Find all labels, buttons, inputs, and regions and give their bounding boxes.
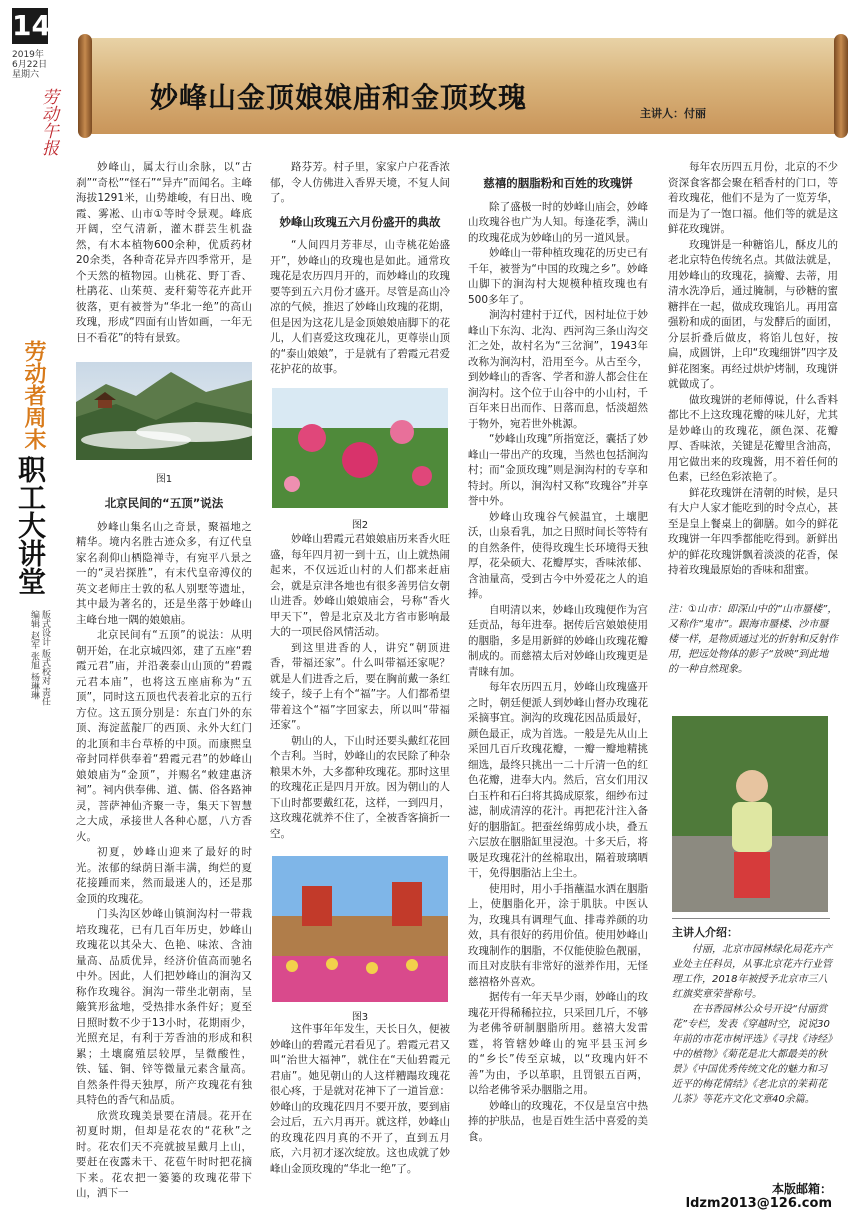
paragraph: 玫瑰饼是一种糖馅儿，酥皮儿的老北京特色传统名点。其做法就是，用妙峰山的玫瑰花，摘瓣、去蒂，用清水洗净后，通过腌制，与砂糖的蜜糖拌在一起，做成玫瑰馅儿。再用富强粉和成的面团，与发酵后的面团，分层折叠后做皮，将馅儿包好，按扁，成圆饼，上印“玫瑰细饼”四字及鲜花图案。再经过烘炉烤制，玫瑰饼就做成了。 bbox=[668, 238, 838, 390]
lecturer-intro bbox=[672, 942, 832, 1142]
mailbox-email[interactable]: ldzm2013@126.com bbox=[685, 1196, 832, 1211]
editor-role: 版式设计 bbox=[40, 610, 50, 646]
editor-role: 版式校对 bbox=[40, 648, 50, 685]
paragraph: 欣赏玫瑰美景要在清晨。花开在初夏时期，但却是花农的“花秋”之时。花农们天不亮就披星戴月上山，要赶在夜露未干、花苞午时时把花摘下来。花农把一篓篓的玫瑰花带下山，洒下一 bbox=[76, 1109, 252, 1199]
page-title: 妙峰山金顶娘娘庙和金顶玫瑰 bbox=[150, 81, 528, 114]
article-column-3 bbox=[468, 168, 648, 1216]
paragraph: 初夏，妙峰山迎来了最好的时光。浓郁的绿荫日渐丰满，绚烂的夏花接踵而来，然而最迷人的，还是那金顶的玫瑰花。 bbox=[76, 846, 252, 905]
paragraph: 门头沟区妙峰山镇涧沟村一带栽培玫瑰花，已有几百年历史，妙峰山玫瑰花以其朵大、色艳、味浓、含油量高、品质优异，经济价值高而驰名中外。因此，人们把妙峰山的涧沟又称作玫瑰谷。涧沟一带坐北朝南，呈簸箕形盆地，受热排水条件好；夏至日照时数不少于13小时，花期雨少，光照充足，有利于芳香油的形成和积累；土壤腐殖层较厚，呈微酸性，铁、锰、铜、锌等微量元素含量高。自然条件得天独厚，所产玫瑰花有独具特色的香气和品质。 bbox=[76, 908, 252, 1106]
paragraph: 妙峰山碧霞元君娘娘庙历来香火旺盛，每年四月初一到十五，山上就热闹起来，不仅远近山村的人们都来赶庙会，就是京津各地也有很多善男信女朝山进香。妙峰山娘娘庙会，号称“香火甲天下”，曾是北京及北方省市影响最大的一项民俗风情活动。 bbox=[270, 533, 450, 638]
figure-caption: 图3 bbox=[351, 1012, 369, 1023]
subheading: 北京民间的“五顶”说法 bbox=[104, 496, 224, 510]
mountain-landscape-image bbox=[76, 362, 252, 460]
paragraph: 自明清以来，妙峰山玫瑰便作为宫廷贡品，每年进奉。据传后宫娘娘使用的胭脂，多是用新鲜的妙峰山玫瑰花瓣制成的。而慈禧太后对妙峰山玫瑰更是青睐有加。 bbox=[468, 603, 648, 678]
paragraph: 每年农历四五月份，北京的不少资深食客都会聚在稻香村的门口，等着玫瑰花，他们不是为了一览芳华，而是为了一饱口福。他们等的就是这鲜花玫瑰饼。 bbox=[668, 161, 838, 235]
paragraph: 北京民间有“五顶”的说法：从明朝开始，在北京城四郊，建了五座“碧霞元君”庙，并沿袭泰山山顶的“碧霞元君本庙”，也将这五座庙称为“五顶”，同时这五顶也代表着北京的五行方位。这五顶分别是：东直门外的东顶、海淀蓝靛厂的西顶、永外大红门的北顶和丰台草桥的中顶。而康熙皇帝封同样供奉着“碧霞元君”的妙峰山娘娘庙为“金顶”，并赐名“敕建惠济祠”。祠内供奉佛、道、儒、俗各路神灵，菩萨神仙齐聚一寺，集天下智慧之大成，承接世人各种心愿，八方香火。 bbox=[76, 629, 252, 843]
page-number: 14 bbox=[12, 9, 51, 42]
editor-role: 责任编辑 bbox=[29, 610, 50, 706]
article-column-2-end bbox=[270, 1022, 450, 1216]
paragraph: 朝山的人，下山时还要头戴红花回个吉利。当时，妙峰山的农民除了种杂粮果木外，大多都种玫瑰花。那时这里的玫瑰花正是四月开放。因为朝山的人下山时都要戴红花，这样，一到四月，这玫瑰花就养不住了，全被香客摘折一空。 bbox=[270, 734, 450, 840]
article-column-4 bbox=[668, 160, 838, 600]
article-column-1-body bbox=[76, 488, 252, 1216]
mailbox-label: 本版邮箱： bbox=[771, 1182, 832, 1196]
paragraph: 每年农历四五月，妙峰山玫瑰盛开之时，朝廷便派人到妙峰山督办玫瑰花采摘事宜。涧沟的玫瑰花因品质最好，颜色最正，成为首选。一般是先从山上采回几百斤玫瑰花瓣，一瓣一瓣地精挑细选，最终只挑出一二十斤清一色的红色花瓣，进奉大内。然后，宫女们用汉白玉杵和石臼将其捣成原浆，细纱布过滤，制成清淳的花汁。再把花汁注入备好的胭脂缸。把蚕丝绵剪成小块，叠五六层放在胭脂缸里浸泡。十多天后，将吸足玫瑰花汁的丝棉取出，隔着玻璃晒干，免得胭脂沾上尘土。 bbox=[468, 681, 648, 879]
lecturer-portrait-photo bbox=[672, 716, 828, 912]
editor-name: 杨琳琳 bbox=[29, 672, 39, 700]
paragraph: 妙峰山玫瑰谷气候温宜，土壤肥沃，山泉看乳，加之日照时间长等特有的自然条件，使得玫瑰生长环境得天独厚，花朵硕大、花瓣厚实，香味浓郁、含油量高，受到古今中外爱花之人的追捧。 bbox=[468, 510, 648, 600]
lecturer-intro-title: 主讲人介绍： bbox=[672, 926, 738, 939]
paragraph: 妙峰山，属太行山余脉，以“古刹”“奇松”“怪石”“异卉”而闻名。主峰海拔1291米，山势雄峻，有日出、晚霞、雾凇、山市①等时令景观。峰底开阔，空气清新，灌木群芸生机盎然，有木本植物600余种，优质药材20余类，各种奇花异卉四季常开，是个天然的植物园。山桃花、野丁香、杜鹃花、山茱萸、麦秆菊等花卉此开彼落，更有被誉为“华北一绝”的高山玫瑰，形成“四面有山皆如画，一年无日不看花”的特有景致。 bbox=[76, 161, 252, 344]
lecturer-portrait-image bbox=[672, 716, 828, 912]
date-weekday: 星期六 bbox=[12, 70, 40, 80]
article-column-2 bbox=[270, 160, 450, 385]
lecturer-name: 主讲人：付丽 bbox=[640, 107, 706, 120]
intro-paragraph: 付丽，北京市园林绿化局花卉产业处主任科员，从事北京花卉行业管理工作，2018年被授予北京市三八红旗奖章荣誉称号。 bbox=[672, 944, 832, 1000]
pink-roses-image bbox=[272, 388, 448, 508]
paragraph: 妙峰山的玫瑰花，不仅是皇宫中热捧的护肤品，也是百姓生活中喜爱的美食。 bbox=[468, 1099, 648, 1143]
paragraph: 这件事年年发生，天长日久，便被妙峰山的碧霞元君看见了。碧霞元君又叫“治世大福神”，就住在“天仙碧霞元君庙”。她见朝山的人这样糟蹋玫瑰花很心疼，于是就对花神下了一道旨意：妙峰山的玫瑰花四月不要开放，要到庙会过后，五六月再开。就这样，妙峰山的玫瑰花四月真的不开了，直到五月底，六月初才逐次绽放。这也成就了妙峰山金顶玫瑰的“华北一绝”了。 bbox=[270, 1023, 450, 1175]
editor-name: 赵军 bbox=[29, 630, 39, 649]
paragraph: “人间四月芳菲尽，山寺桃花始盛开”，妙峰山的玫瑰也是如此。通常玫瑰花是农历四月开的，而妙峰山的玫瑰要等到五六月份才盛开。尽管是高山冷凉的气候，推迟了妙峰山玫瑰的花期，但是因为这花儿是金顶娘娘庙脚下的花儿，人们喜爱这玫瑰花儿，更尊崇山顶的“泰山娘娘”，于是就有了碧霞元君爱花护花的故事。 bbox=[270, 239, 450, 375]
paragraph: 除了盛极一时的妙峰山庙会，妙峰山玫瑰谷也广为人知。每逢花季，满山的玫瑰花成为妙峰山的另一道风景。 bbox=[468, 200, 648, 244]
paragraph: 妙峰山一带种植玫瑰花的历史已有千年，被誉为“中国的玫瑰之乡”。妙峰山脚下的涧沟村大规模种植玫瑰也有500多年了。 bbox=[468, 247, 648, 306]
figure-1-mountain-photo bbox=[76, 362, 252, 460]
figure-caption: 图2 bbox=[351, 520, 369, 531]
figure-caption: 图1 bbox=[155, 474, 173, 485]
paragraph: 使用时，用小手指蘸温水洒在胭脂上，使胭脂化开，涂于肌肤。中医认为，玫瑰具有调理气血、排毒养颜的功效，具有很好的药用价值。使用妙峰山玫瑰制作的胭脂，不仅能使脸色靓丽，而且对皮肤有非常好的滋养作用，无怪慈禧格外喜欢。 bbox=[468, 882, 648, 988]
paragraph: 鲜花玫瑰饼在清朝的时候，是只有大户人家才能吃到的时令点心，甚至是皇上餐桌上的御膳。如今的鲜花玫瑰饼一年四季都能吃得到。新鲜出炉的鲜花玫瑰饼飘着淡淡的花香，保持着玫瑰最原始的香味和甜蜜。 bbox=[668, 486, 838, 576]
paragraph: “妙峰山玫瑰”所指宽泛，囊括了妙峰山一带出产的玫瑰，当然也包括涧沟村；而“金顶玫瑰”则是涧沟村的专享和特封。所以，涧沟村又称“玫瑰谷”并享誉中外。 bbox=[468, 433, 648, 507]
editor-name: 张旭 bbox=[29, 651, 39, 670]
paragraph: 涧沟村建村于辽代，因村址位于妙峰山下东沟、北沟、西河沟三条山沟交汇之处，故村名为“三岔涧”，1943年改称为涧沟村，沿用至今。从古至今，到妙峰山的香客、学者和游人都会住在涧沟村。这个位于山谷中的小山村，千百年来日出而作、日落而息，恬淡超然于物外，宛若世外桃源。 bbox=[468, 309, 648, 430]
intro-paragraph: 在书香园林公众号开设“付丽赏花”专栏，发表《穿越时空，说说30年前的市花市树评选》《寻找《诗经》中的植物》《菊花是北大都最美的秋景》《中国优秀传统文化的魅力和习近平的梅花情结》《老北京的茉莉花儿茶》等花卉文化文章40余篇。 bbox=[672, 1004, 832, 1105]
intro-divider bbox=[672, 918, 830, 919]
section-label: 劳动者周末 bbox=[21, 340, 46, 450]
issue-date bbox=[12, 50, 62, 80]
date-day: 6月22日 bbox=[12, 60, 48, 70]
temple-fair-crowd-image bbox=[272, 856, 448, 1002]
article-column-1 bbox=[76, 160, 252, 370]
footnote: 注：①山市：即深山中的“山市蜃楼”，又称作“鬼市”。跟海市蜃楼、沙市蜃楼一样，是物质通过光的折射和反射作用，把远处物体的影子“放映”到此地的一种自然现象。 bbox=[668, 604, 838, 675]
figure-2-roses-photo bbox=[272, 388, 448, 508]
figure-3-temple-fair-photo bbox=[272, 856, 448, 1002]
newspaper-logo: 劳动午报 bbox=[38, 88, 58, 156]
paragraph: 据传有一年天旱少雨，妙峰山的玫瑰花开得稀稀拉拉，只采回几斤，不够为老佛爷研制胭脂所用。慈禧大发雷霆，将管辖妙峰山的宛平县玉河乡的“乡长”传至京城，以“玫瑰内奸不善”为由，予以革职，且罚银五百两，以给老佛爷采办胭脂之用。 bbox=[468, 991, 648, 1096]
article-column-2-body bbox=[270, 532, 450, 840]
paragraph: 做玫瑰饼的老师傅说，什么香料都比不上这玫瑰花瓣的味儿好，尤其是妙峰山的玫瑰花，颜色深、花瓣厚、香味浓，关键是花瓣里含油高，用它做出来的玫瑰酱，用不着任何的色素，已经色彩浓艳了。 bbox=[668, 393, 838, 483]
paragraph: 路芬芳。村子里，家家户户花香浓郁，令人仿佛进入香界天境，不复人间了。 bbox=[270, 161, 450, 204]
paragraph: 到这里进香的人，讲究“朝顶进香，带福还家”。什么叫带福还家呢？就是人们进香之后，要在胸前戴一条红绫子，绫子上有个“福”字。人们都希望带着这个“福”字回家去，所以叫“带福还家”。 bbox=[270, 641, 450, 731]
paragraph: 妙峰山集名山之奇景，聚福地之精华。境内名胜古迹众多，有辽代皇家名刹仰山栖隐禅寺，有宛平八景之一的“灵岩探胜”，有末代皇帝溥仪的英文老师庄士敦的私人别墅等遗址，其中最为著名的，还是坐落于妙峰山主峰台地一隅的娘娘庙。 bbox=[76, 520, 252, 626]
date-year: 2019年 bbox=[12, 50, 44, 60]
column-title: 职工大讲堂 bbox=[14, 455, 47, 595]
editor-credits bbox=[10, 610, 50, 710]
subheading: 妙峰山玫瑰五六月份盛开的典故 bbox=[279, 214, 441, 229]
subheading: 慈禧的胭脂粉和百姓的玫瑰饼 bbox=[483, 176, 633, 190]
